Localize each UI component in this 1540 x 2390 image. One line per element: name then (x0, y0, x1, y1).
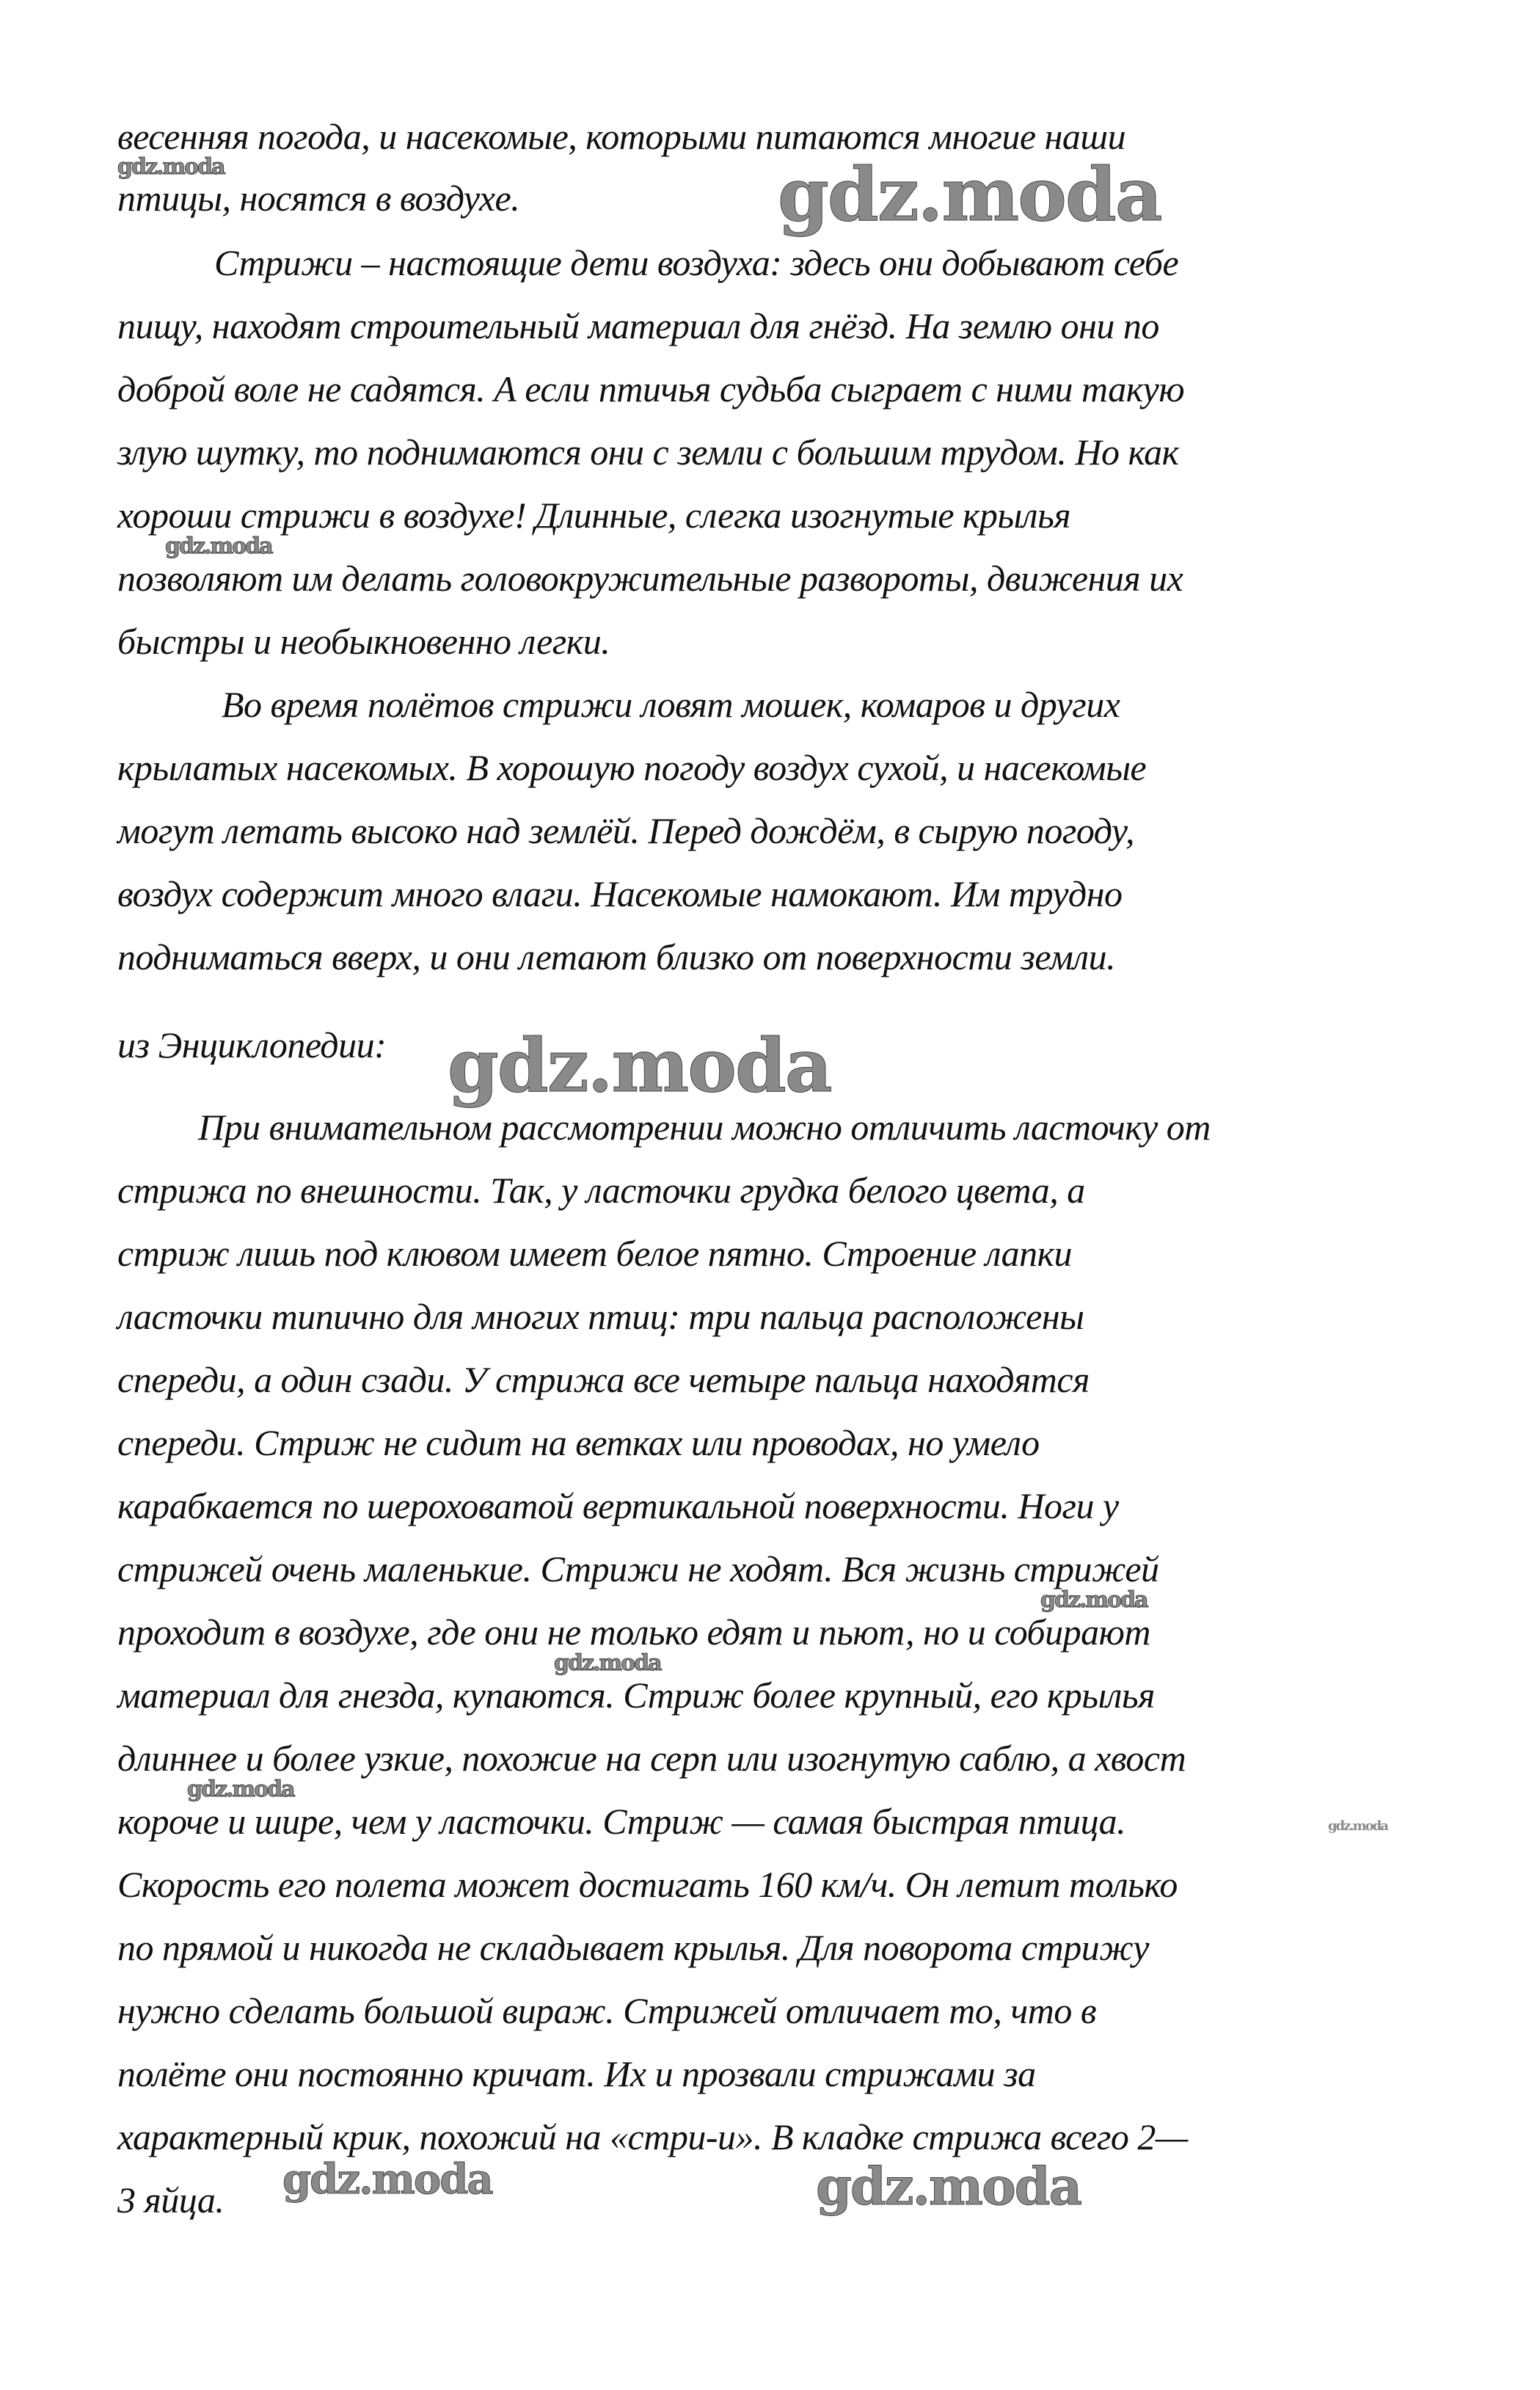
text-line: подниматься вверх, и они летают близко от поверхности земли. (117, 936, 1116, 977)
text-line: нужно сделать большой вираж. Стрижей отличает то, что в (117, 1990, 1097, 2031)
text-line: длиннее и более узкие, похожие на серп или изогнутую саблю, а хвост (117, 1738, 1186, 1779)
text-line: характерный крик, похожий на «стри-и». В кладке стрижа всего 2— (117, 2116, 1188, 2157)
watermark-logo: gdz.moda (282, 2155, 492, 2204)
text-line: стрижа по внешности. Так, у ласточки грудка белого цвета, а (117, 1170, 1085, 1211)
text-line: хороши стрижи в воздухе! Длинные, слегка изогнутые крылья (117, 495, 1071, 536)
watermark-logo: gdz.moda (1040, 1587, 1147, 1613)
watermark-logo: gdz.moda (117, 154, 225, 180)
text-line: Стрижи – настоящие дети воздуха: здесь они добывают себе (214, 242, 1179, 283)
text-line: крылатых насекомых. В хорошую погоду воздух сухой, и насекомые (117, 747, 1147, 788)
watermark-logo: gdz.moda (1328, 1818, 1387, 1834)
text-line: ласточки типично для многих птиц: три пальца расположены (117, 1296, 1084, 1337)
text-line: карабкается по шероховатой вертикальной поверхности. Ноги у (117, 1485, 1119, 1526)
watermark-logo: gdz.moda (165, 533, 272, 559)
text-line: При внимательном рассмотрении можно отличить ласточку от (198, 1107, 1211, 1148)
text-line: весенняя погода, и насекомые, которыми питаются многие наши (117, 116, 1126, 157)
text-line: стриж лишь под клювом имеет белое пятно. Строение лапки (117, 1233, 1072, 1274)
text-line: проходит в воздухе, где они не только едят и пьют, но и собирают (117, 1611, 1151, 1653)
text-line: по прямой и никогда не складывает крылья. Для поворота стрижу (117, 1927, 1149, 1968)
text-line: доброй воле не садятся. А если птичья судьба сыграет с ними такую (117, 368, 1185, 409)
watermark-logo: gdz.moda (187, 1777, 294, 1802)
text-line: птицы, носятся в воздухе. (117, 178, 520, 219)
text-line: пищу, находят строительный материал для гнёзд. На землю они по (117, 305, 1159, 346)
text-line: позволяют им делать головокружительные развороты, движения их (117, 558, 1183, 599)
source-heading: из Энциклопедии: (117, 1024, 387, 1065)
text-line: стрижей очень маленькие. Стрижи не ходят. Вся жизнь стрижей (117, 1548, 1159, 1589)
text-line: материал для гнезда, купаются. Стриж более крупный, его крылья (117, 1675, 1155, 1716)
text-line: полёте они постоянно кричат. Их и прозвали стрижами за (117, 2053, 1036, 2094)
text-line: быстры и необыкновенно легки. (117, 621, 610, 662)
text-line: спереди, а один сзади. У стрижа все четыре пальца находятся (117, 1359, 1090, 1400)
text-line: воздух содержит много влаги. Насекомые намокают. Им трудно (117, 873, 1123, 914)
text-line: Скорость его полета может достигать 160 км/ч. Он летит только (117, 1864, 1178, 1905)
text-line: Во время полётов стрижи ловят мошек, комаров и других (222, 684, 1120, 725)
watermark-logo: gdz.moda (554, 1650, 661, 1676)
text-line: злую шутку, то поднимаются они с земли с большим трудом. Но как (117, 431, 1179, 473)
text-line: спереди. Стриж не сидит на ветках или проводах, но умело (117, 1422, 1040, 1463)
watermark-logo: gdz.moda (448, 1022, 831, 1109)
watermark-logo: gdz.moda (816, 2156, 1081, 2217)
watermark-logo: gdz.moda (778, 151, 1161, 238)
text-line: 3 яйца. (117, 2179, 225, 2220)
text-line: могут летать высоко над землёй. Перед дождём, в сырую погоду, (117, 810, 1135, 851)
text-line: короче и шире, чем у ласточки. Стриж — самая быстрая птица. (117, 1801, 1126, 1842)
